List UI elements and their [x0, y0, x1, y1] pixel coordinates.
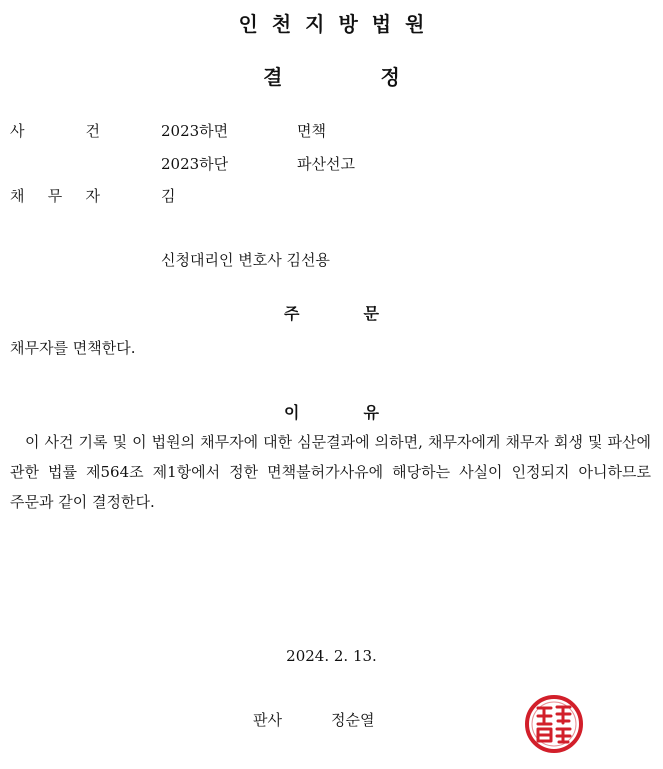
order-heading-char-2: 문	[363, 304, 379, 323]
debtor-label-char-2: 무	[47, 187, 63, 205]
order-text: 채무자를 면책한다.	[10, 339, 136, 357]
court-name: 인천지방법원	[238, 12, 439, 36]
decision-date: 2024. 2. 13.	[286, 647, 377, 665]
case-label-spread	[10, 121, 100, 141]
debtor-label	[10, 186, 100, 206]
debtor-label-char-1: 채	[10, 187, 25, 205]
order-heading	[0, 301, 663, 324]
reason-paragraph	[10, 427, 651, 517]
case-name-1: 면책	[297, 122, 326, 140]
judge-title: 판사	[253, 711, 282, 729]
judge-seal-stamp	[524, 694, 584, 754]
reason-text: 이 사건 기록 및 이 법원의 채무자에 대한 심문결과에 의하면, 채무자에게 채무자 회생 및 파산에 관한 법률 제564조 제1항에서 정한 면책불허가사유에 해당하는 사실이 인정되지 아니하므로 주문과 같이 결정한다.	[10, 433, 651, 511]
document-type-heading	[0, 61, 663, 90]
debtor-label-spread	[10, 186, 100, 206]
case-number-2: 2023하단	[161, 155, 229, 173]
reason-heading-char-1: 이	[284, 403, 300, 422]
case-label-char-1: 사	[10, 122, 25, 140]
debtor-label-char-3: 자	[85, 187, 100, 205]
document-type-char-1: 결	[263, 65, 283, 89]
representative: 신청대리인 변호사 김선용	[161, 251, 330, 269]
case-name-2: 파산선고	[297, 155, 355, 173]
reason-heading	[0, 400, 663, 423]
order-heading-char-1: 주	[284, 304, 300, 323]
case-number-1: 2023하면	[161, 122, 229, 140]
debtor-name: 김	[161, 187, 176, 205]
reason-heading-char-2: 유	[363, 403, 379, 422]
case-label	[10, 121, 100, 141]
document-type-char-2: 정	[380, 65, 400, 89]
judge-name: 정순열	[331, 711, 375, 729]
case-label-char-2: 건	[85, 122, 100, 140]
